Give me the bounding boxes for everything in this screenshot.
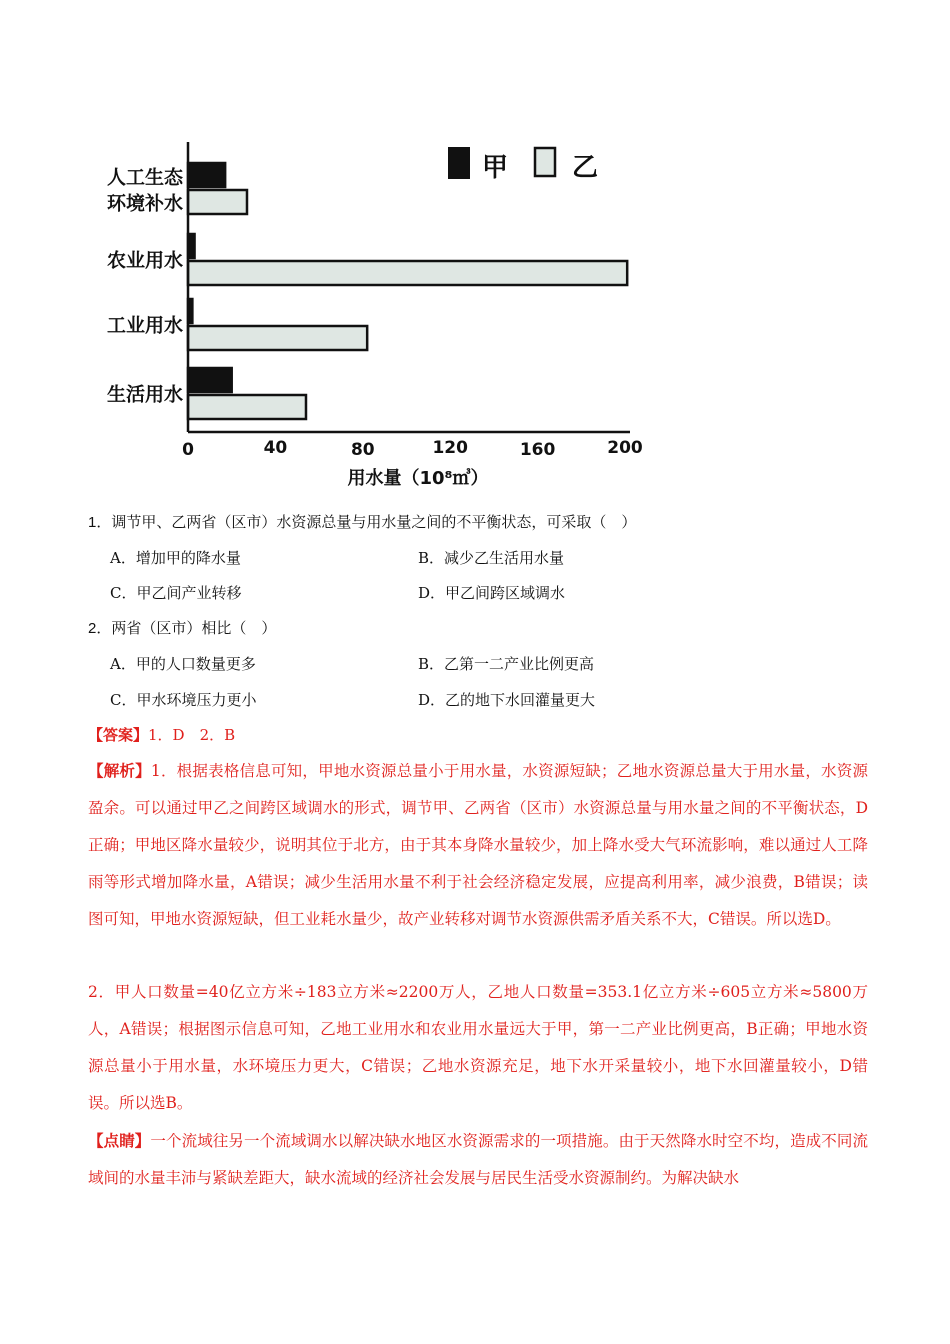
legend-swatch-yi: [535, 148, 555, 176]
analysis-text-1: 1．根据表格信息可知，甲地水资源总量小于用水量，水资源短缺；乙地水资源总量大于用水量，水资源盈余。可以通过甲乙之间跨区域调水的形式，调节甲、乙两省（区市）水资源总量与用水量之间的不平衡状态，D正确；甲地区降水量较少，说明其位于北方，由于其本身降水量较少，加上降水受大气环流影响，难以通过人工降雨等形式增加降水量，A错误；减少生活用水量不利于社会经济稳定发展，应提高利用率，减少浪费，B错误；读图可知，甲地水资源短缺，但工业耗水量少，故产业转移对调节水资源供需矛盾关系不大，C错误。所以选D。: [88, 762, 868, 928]
question-1-option-c: [110, 583, 242, 603]
bar-yi-2: [188, 326, 367, 350]
option-letter: D．: [418, 691, 446, 709]
bar-yi-3: [188, 395, 306, 419]
analysis-tag: 【解析】: [88, 761, 151, 780]
question-1-option-b: [418, 548, 564, 568]
option-text: 甲水环境压力更小: [136, 691, 257, 709]
category-label-2-0: 工业用水: [106, 314, 183, 337]
x-tick-label-0: 0: [182, 440, 194, 460]
option-text: 乙的地下水回灌量更大: [445, 691, 596, 709]
option-letter: C．: [110, 691, 137, 709]
tip-tag: 【点睛】: [88, 1131, 151, 1150]
option-text: 甲的人口数量更多: [135, 655, 256, 673]
option-letter: C．: [110, 584, 137, 602]
analysis-paragraph-2: [88, 974, 868, 1122]
answer-tag: 【答案】: [88, 726, 149, 744]
option-text: 增加甲的降水量: [135, 549, 241, 567]
option-text: 甲乙间产业转移: [136, 584, 242, 602]
option-letter: A．: [110, 655, 136, 673]
tip-paragraph: [88, 1122, 868, 1196]
question-1-number: 1．: [88, 514, 112, 531]
question-2-option-c: [110, 690, 257, 710]
bar-yi-1: [188, 261, 627, 285]
option-letter: A．: [110, 549, 136, 567]
category-label-3-0: 生活用水: [106, 383, 183, 406]
x-tick-label-200: 200: [607, 438, 643, 458]
legend-label-jia: 甲: [482, 153, 509, 183]
analysis-paragraph-1: [88, 752, 868, 938]
x-tick-label-160: 160: [519, 440, 556, 460]
x-axis-label: 用水量（10⁸㎥）: [347, 468, 489, 489]
category-label-1-0: 农业用水: [106, 249, 183, 272]
answer-text: 1．D 2．B: [148, 726, 236, 744]
option-text: 减少乙生活用水量: [444, 549, 565, 567]
question-2-option-a: [110, 654, 256, 674]
analysis-text-2: 2．甲人口数量=40亿立方米÷183立方米≈2200万人，乙地人口数量=353.1亿立方米÷605立方米≈5800万人，A错误；根据图示信息可知，乙地工业用水和农业用水量远大于甲，第一二产业比例更高，B正确；甲地水资源总量小于用水量，水环境压力更大，C错误；乙地水资源充足，地下水开采量较小，地下水回灌量较小，D错误。所以选B。: [88, 983, 868, 1112]
question-2-option-b: [418, 654, 594, 674]
question-1-option-a: [110, 548, 241, 568]
option-text: 甲乙间跨区域调水: [445, 584, 566, 602]
question-2-option-d: [418, 690, 595, 710]
option-letter: B．: [418, 655, 445, 673]
legend-swatch-jia: [449, 148, 469, 178]
x-tick-label-40: 40: [263, 438, 288, 458]
option-letter: D．: [418, 584, 446, 602]
question-1-stem: 调节甲、乙两省（区市）水资源总量与用水量之间的不平衡状态，可采取（ ）: [111, 513, 637, 531]
category-label-0-0: 人工生态: [106, 166, 183, 189]
question-2: [88, 618, 276, 639]
answer-line: [88, 725, 235, 745]
legend-label-yi: 乙: [572, 153, 599, 183]
question-2-number: 2．: [88, 620, 112, 637]
water-use-bar-chart: [0, 0, 950, 500]
question-1-option-d: [418, 583, 565, 603]
bar-jia-3: [188, 368, 232, 392]
tip-text: 一个流域往另一个流域调水以解决缺水地区水资源需求的一项措施。由于天然降水时空不均，造成不同流域间的水量丰沛与紧缺差距大，缺水流域的经济社会发展与居民生活受水资源制约。为解决缺水: [88, 1132, 868, 1187]
option-text: 乙第一二产业比例更高: [444, 655, 595, 673]
option-letter: B．: [418, 549, 445, 567]
bar-jia-0: [188, 163, 225, 187]
bar-yi-0: [188, 190, 247, 214]
x-tick-label-120: 120: [432, 438, 468, 458]
category-label-0-1: 环境补水: [106, 192, 183, 215]
x-tick-label-80: 80: [350, 440, 375, 460]
question-1: [88, 512, 636, 533]
question-2-stem: 两省（区市）相比（ ）: [111, 619, 277, 637]
